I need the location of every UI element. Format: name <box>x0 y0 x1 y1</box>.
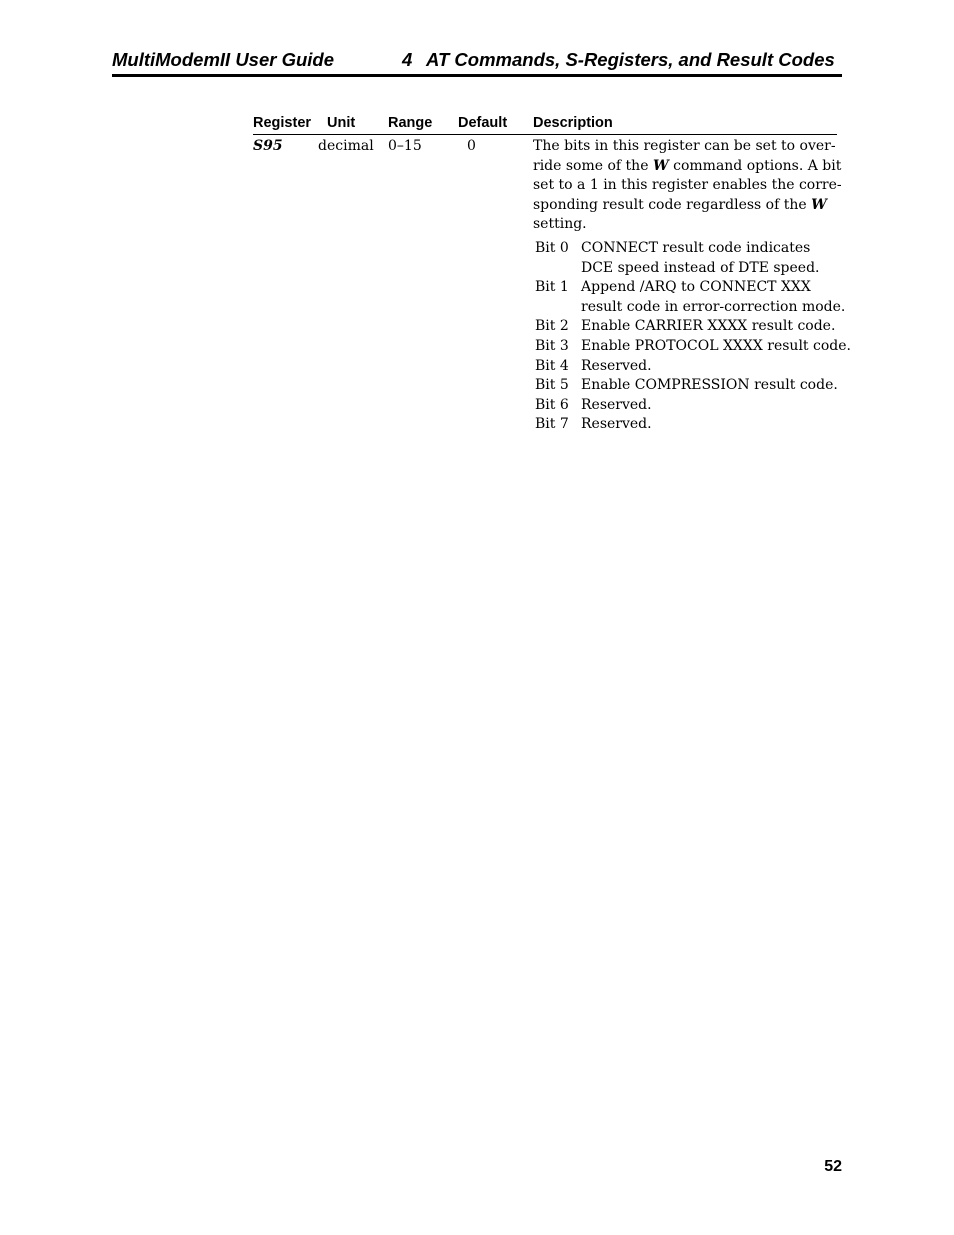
guide-title: MultiModemII User Guide <box>112 49 335 70</box>
command-w: W <box>652 157 669 174</box>
bit-text: Enable PROTOCOL XXXX result code. <box>581 337 851 354</box>
bit-label: Bit 5 <box>535 377 569 394</box>
bit-item <box>533 337 851 357</box>
description-text: command options. A bit <box>668 157 842 174</box>
bit-description <box>581 357 839 377</box>
bit-description <box>581 317 839 337</box>
chapter-title: AT Commands, S-Registers, and Result Codes <box>426 49 835 70</box>
bit-item <box>533 357 839 377</box>
bit-label: Bit 7 <box>535 416 569 433</box>
bit-item <box>533 239 839 278</box>
column-header-unit: Unit <box>327 115 356 131</box>
bit-label: Bit 2 <box>535 318 569 335</box>
bit-text: result code in error-correction mode. <box>581 298 846 315</box>
bit-description <box>581 415 839 435</box>
register-name: S95 <box>253 138 283 154</box>
description-paragraph <box>533 137 842 235</box>
bit-description <box>581 396 839 416</box>
bit-label: Bit 0 <box>535 239 569 256</box>
bit-text: Enable COMPRESSION result code. <box>581 377 838 394</box>
register-default: 0 <box>467 138 476 154</box>
table-header-row <box>253 113 837 135</box>
s-register-table <box>253 113 851 433</box>
chapter-number: 4 <box>402 49 413 70</box>
bit-text: Append /ARQ to CONNECT XXX <box>581 279 811 296</box>
bit-description <box>581 376 839 396</box>
bit-description <box>581 239 839 278</box>
bit-label: Bit 4 <box>535 357 569 374</box>
chapter-heading <box>402 49 835 71</box>
bit-text: Reserved. <box>581 357 652 374</box>
description-line: The bits in this register can be set to over- <box>533 138 836 154</box>
bit-text: DCE speed instead of DTE speed. <box>581 259 820 276</box>
page-header <box>112 48 842 77</box>
register-unit: decimal <box>318 138 374 154</box>
column-header-description: Description <box>533 115 613 131</box>
bit-list <box>533 239 851 435</box>
column-header-register: Register <box>253 115 312 131</box>
bit-item <box>533 415 839 435</box>
register-range: 0–15 <box>388 138 422 154</box>
bit-description <box>581 337 851 357</box>
bit-item <box>533 317 839 337</box>
description-line <box>533 157 842 177</box>
register-description <box>533 137 851 435</box>
bit-text: CONNECT result code indicates <box>581 239 811 256</box>
description-line: setting. <box>533 216 587 233</box>
command-w: W <box>811 196 827 213</box>
bit-text: Reserved. <box>581 396 652 413</box>
description-text: ride some of the <box>533 157 653 174</box>
bit-item <box>533 396 839 416</box>
column-header-range: Range <box>388 115 433 131</box>
bit-description <box>581 278 845 317</box>
bit-text: Reserved. <box>581 416 652 433</box>
bit-label: Bit 6 <box>535 396 569 413</box>
description-text: sponding result code regardless of the <box>533 196 812 213</box>
description-line <box>533 196 839 216</box>
description-line: set to a 1 in this register enables the corre- <box>533 177 842 194</box>
bit-text: Enable CARRIER XXXX result code. <box>581 318 836 335</box>
column-header-default: Default <box>458 115 508 131</box>
bit-item <box>533 278 846 317</box>
bit-label: Bit 1 <box>535 279 569 296</box>
bit-label: Bit 3 <box>535 337 569 354</box>
page-number: 52 <box>824 1158 842 1175</box>
bit-item <box>533 376 839 396</box>
